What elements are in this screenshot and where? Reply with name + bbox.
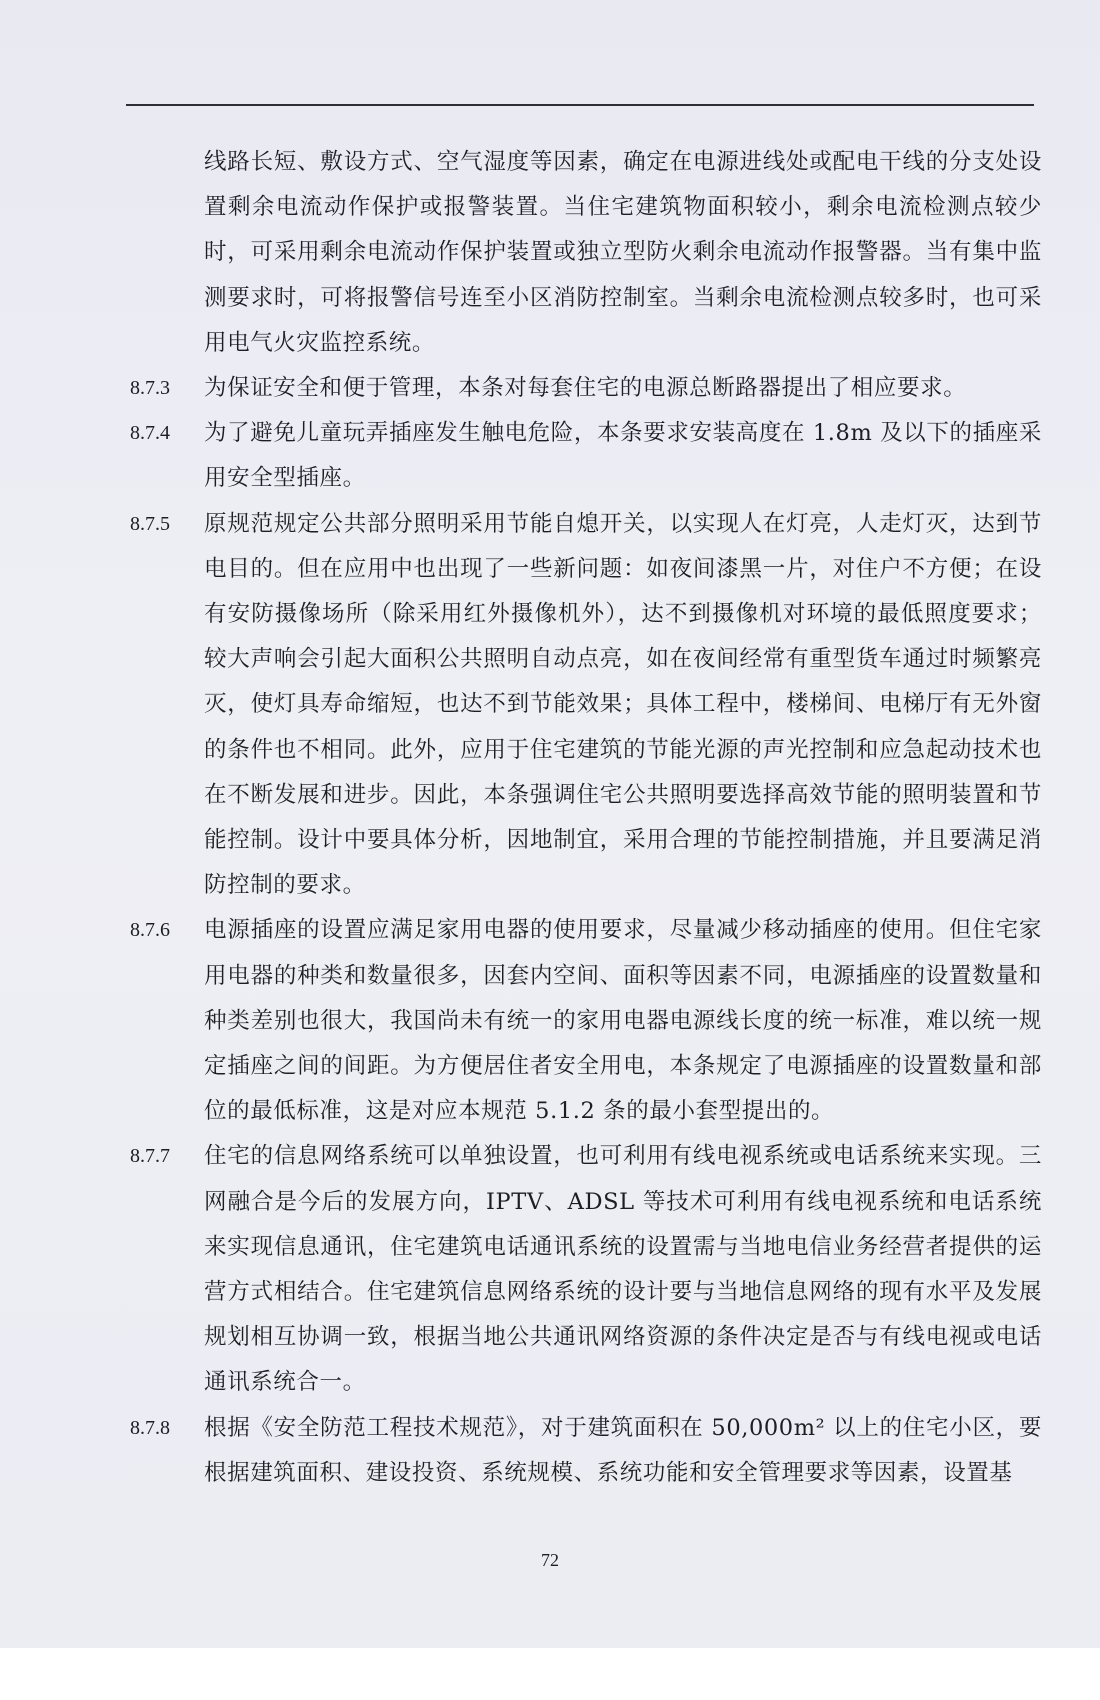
clause-text: 为保证安全和便于管理，本条对每套住宅的电源总断路器提出了相应要求。 — [204, 375, 967, 402]
header-rule — [126, 104, 1034, 106]
clause-number: 8.7.8 — [130, 1416, 170, 1439]
clause-8-7-5 — [130, 502, 1042, 909]
paragraph-text: 线路长短、敷设方式、空气湿度等因素，确定在电源进线处或配电干线的分支处设置剩余电流动作保护或报警装置。当住宅建筑物面积较小，剩余电流检测点较少时，可采用剩余电流动作保护装置或独立型防火剩余电流动作报警器。当有集中监测要求时，可将报警信号连至小区消防控制室。当剩余电流检测点较多时，也可采用电气火灾监控系统。 — [204, 149, 1042, 356]
clause-text: 根据《安全防范工程技术规范》，对于建筑面积在 50,000m² 以上的住宅小区，要根据建筑面积、建设投资、系统规模、系统功能和安全管理要求等因素，设置基 — [204, 1414, 1042, 1486]
clause-number: 8.7.7 — [130, 1145, 170, 1168]
clause-number: 8.7.6 — [130, 919, 170, 942]
paragraph-continued — [130, 140, 1042, 366]
clause-text: 原规范规定公共部分照明采用节能自熄开关，以实现人在灯亮，人走灯灭，达到节电目的。但在应用中也出现了一些新问题：如夜间漆黑一片，对住户不方便；在设有安防摄像场所（除采用红外摄像机外），达不到摄像机对环境的最低照度要求；较大声响会引起大面积公共照明自动点亮，如在夜间经常有重型货车通过时频繁亮灭，使灯具寿命缩短，也达不到节能效果；具体工程中，楼梯间、电梯厅有无外窗的条件也不相同。此外，应用于住宅建筑的节能光源的声光控制和应急起动技术也在不断发展和进步。因此，本条强调住宅公共照明要选择高效节能的照明装置和节能控制。设计中要具体分析，因地制宜，采用合理的节能控制措施，并且要满足消防控制的要求。 — [204, 510, 1042, 899]
clause-8-7-6 — [130, 908, 1042, 1134]
body-text — [130, 140, 1042, 1496]
page-number: 72 — [541, 1550, 559, 1570]
clause-8-7-4 — [130, 411, 1042, 501]
scan-bottom-margin — [0, 1648, 1100, 1700]
clause-8-7-8 — [130, 1406, 1042, 1496]
clause-number: 8.7.5 — [130, 512, 170, 535]
clause-text: 为了避免儿童玩弄插座发生触电危险，本条要求安装高度在 1.8m 及以下的插座采用安全型插座。 — [204, 420, 1042, 492]
clause-text: 电源插座的设置应满足家用电器的使用要求，尽量减少移动插座的使用。但住宅家用电器的种类和数量很多，因套内空间、面积等因素不同，电源插座的设置数量和种类差别也很大，我国尚未有统一的家用电器电源线长度的统一标准，难以统一规定插座之间的间距。为方便居住者安全用电，本条规定了电源插座的设置数量和部位的最低标准，这是对应本规范 5.1.2 条的最小套型提出的。 — [204, 917, 1042, 1125]
clause-number: 8.7.3 — [130, 377, 170, 400]
clause-number: 8.7.4 — [130, 422, 170, 445]
clause-8-7-7 — [130, 1134, 1042, 1405]
clause-text: 住宅的信息网络系统可以单独设置，也可利用有线电视系统或电话系统来实现。三网融合是今后的发展方向，IPTV、ADSL 等技术可利用有线电视系统和电话系统来实现信息通讯，住宅建筑电话通讯系统的设置需与当地电信业务经营者提供的运营方式相结合。住宅建筑信息网络系统的设计要与当地信息网络的现有水平及发展规划相互协调一致，根据当地公共通讯网络资源的条件决定是否与有线电视或电话通讯系统合一。 — [204, 1143, 1042, 1396]
clause-8-7-3 — [130, 366, 1042, 411]
